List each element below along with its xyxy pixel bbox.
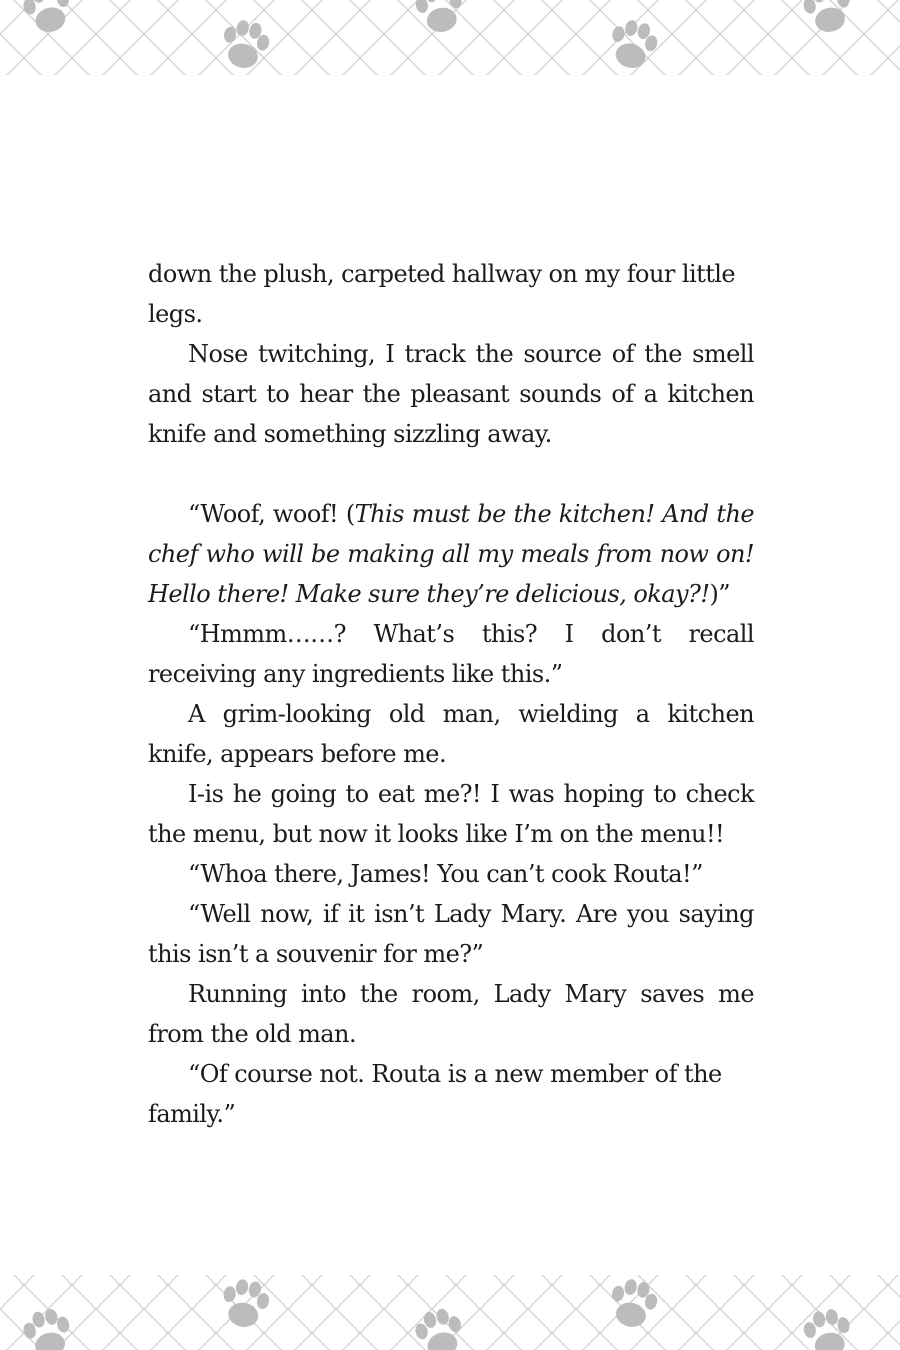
dialogue-paragraph: “Hmmm……? What’s this? I don’t recall receiving any ingredients like this.” xyxy=(148,620,754,688)
dialogue-paragraph: “Whoa there, James! You can’t cook Routa!” xyxy=(188,860,703,888)
dialogue-paragraph xyxy=(148,494,754,614)
paragraph: I-is he going to eat me?! I was hoping to check the menu, but now it looks like I’m on the menu!! xyxy=(148,780,754,848)
dialogue-paragraph: “Of course not. Routa is a new member of the family.” xyxy=(148,1060,722,1128)
footer-decorative-band xyxy=(0,1275,900,1350)
dialogue-close: )” xyxy=(709,580,730,608)
dialogue-paragraph: “Well now, if it isn’t Lady Mary. Are you saying this isn’t a souvenir for me?” xyxy=(148,900,754,968)
paragraph: Nose twitching, I track the source of the smell and start to hear the pleasant sounds of a kitchen knife and something sizzling away. xyxy=(148,340,754,448)
paragraph: Running into the room, Lady Mary saves me from the old man. xyxy=(148,980,754,1048)
narrative-block-1 xyxy=(148,254,754,454)
header-decorative-band xyxy=(0,0,900,75)
dialogue-open: “Woof, woof! ( xyxy=(188,500,355,528)
lattice-pattern xyxy=(0,0,900,75)
paragraph: A grim-looking old man, wielding a kitchen knife, appears before me. xyxy=(148,700,754,768)
lattice-pattern xyxy=(0,1275,900,1350)
paragraph: down the plush, carpeted hallway on my four little legs. xyxy=(148,260,736,328)
inner-thought-italic: This must be the kitchen! And the chef who will be making all my meals from now on! Hello there! Make sure they’re delicious, okay?! xyxy=(148,500,754,608)
narrative-block-2 xyxy=(148,494,754,1134)
